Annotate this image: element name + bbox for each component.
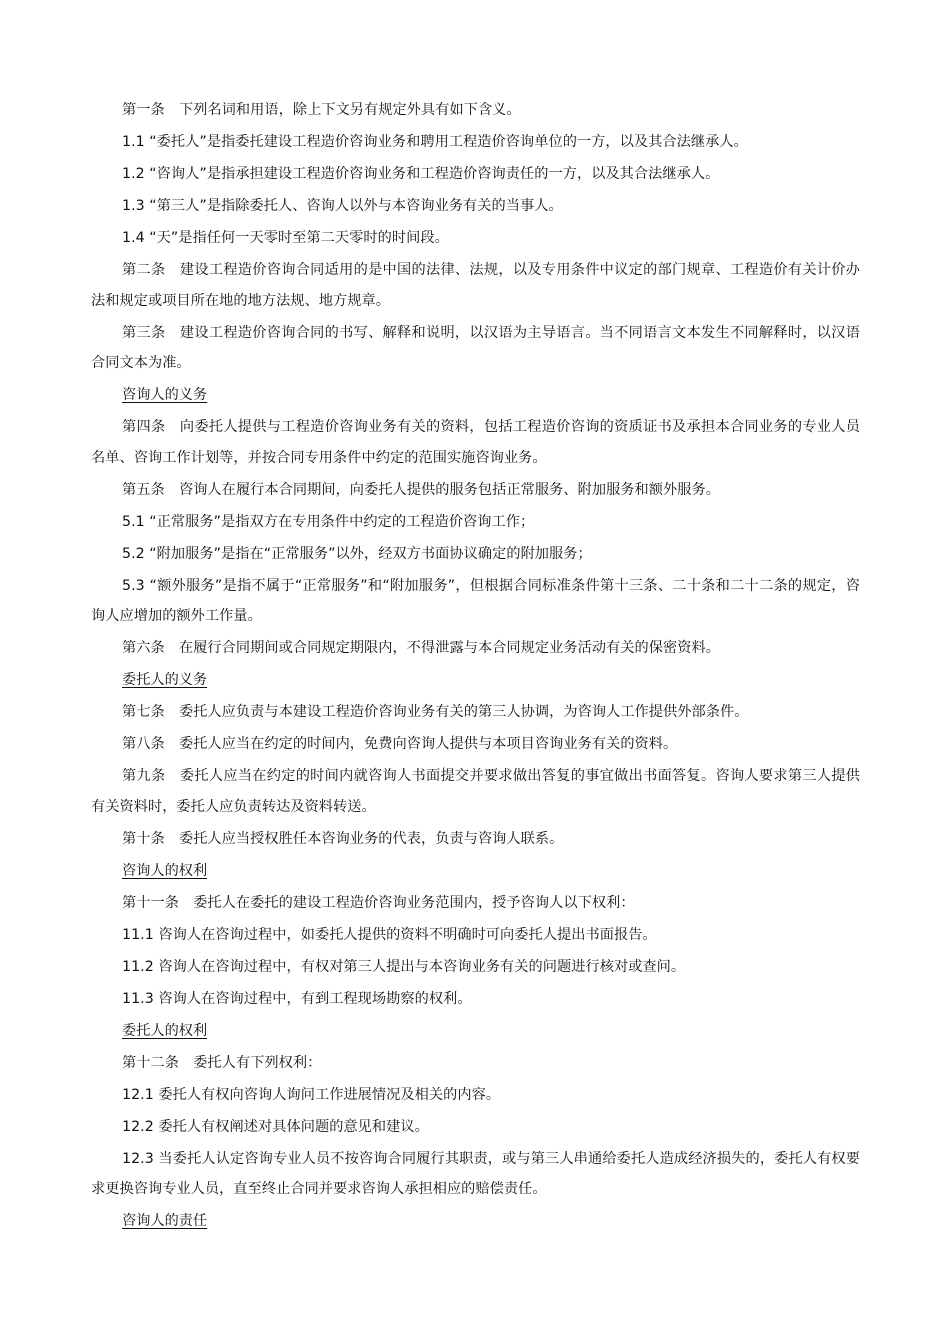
clause-paragraph: 12.3 当委托人认定咨询专业人员不按咨询合同履行其职责，或与第三人串通给委托人造成经济损失的，委托人有权要求更换咨询专业人员，直至终止合同并要求咨询人承担相应的赔偿责任。 bbox=[91, 1150, 860, 1197]
section-heading-text: 咨询人的义务 bbox=[122, 387, 208, 403]
clause-paragraph: 第三条 建设工程造价咨询合同的书写、解释和说明，以汉语为主导语言。当不同语言文本发生不同解释时，以汉语合同文本为准。 bbox=[91, 324, 860, 371]
clause-paragraph: 11.2 咨询人在咨询过程中，有权对第三人提出与本咨询业务有关的问题进行核对或查问。 bbox=[122, 958, 686, 975]
clause-paragraph: 5.1 “正常服务”是指双方在专用条件中约定的工程造价咨询工作； bbox=[122, 513, 535, 530]
clause-paragraph: 12.2 委托人有权阐述对具体问题的意见和建议。 bbox=[122, 1118, 429, 1135]
section-heading-text: 咨询人的责任 bbox=[122, 1213, 208, 1229]
clause-paragraph: 5.2 “附加服务”是指在“正常服务”以外，经双方书面协议确定的附加服务； bbox=[122, 545, 592, 562]
section-heading bbox=[91, 665, 860, 696]
clause-paragraph: 第一条 下列名词和用语，除上下文另有规定外具有如下含义。 bbox=[122, 102, 521, 118]
clause-paragraph: 12.1 委托人有权向咨询人询问工作进展情况及相关的内容。 bbox=[122, 1086, 501, 1103]
clause-paragraph: 第四条 向委托人提供与工程造价咨询业务有关的资料，包括工程造价咨询的资质证书及承担本合同业务的专业人员名单、咨询工作计划等，并按合同专用条件中约定的范围实施咨询业务。 bbox=[91, 419, 860, 466]
section-heading bbox=[91, 856, 860, 887]
clause-paragraph: 第十二条 委托人有下列权利： bbox=[122, 1054, 322, 1071]
section-heading-text: 委托人的义务 bbox=[122, 672, 208, 688]
clause-paragraph: 第十一条 委托人在委托的建设工程造价咨询业务范围内，授予咨询人以下权利： bbox=[122, 894, 635, 911]
section-heading bbox=[91, 380, 860, 411]
clause-paragraph: 1.4 “天”是指任何一天零时至第二天零时的时间段。 bbox=[122, 230, 449, 246]
clause-paragraph: 1.1 “委托人”是指委托建设工程造价咨询业务和聘用工程造价咨询单位的一方，以及其合法继承人。 bbox=[122, 134, 748, 150]
clause-paragraph: 第五条 咨询人在履行本合同期间，向委托人提供的服务包括正常服务、附加服务和额外服务。 bbox=[122, 481, 720, 498]
clause-paragraph: 1.2 “咨询人”是指承担建设工程造价咨询业务和工程造价咨询责任的一方，以及其合法继承人。 bbox=[122, 166, 720, 182]
section-heading-text: 咨询人的权利 bbox=[122, 862, 208, 879]
clause-paragraph: 11.1 咨询人在咨询过程中，如委托人提供的资料不明确时可向委托人提出书面报告。 bbox=[122, 926, 657, 943]
document-body bbox=[91, 95, 860, 1237]
clause-paragraph: 11.3 咨询人在咨询过程中，有到工程现场勘察的权利。 bbox=[122, 990, 472, 1007]
clause-paragraph: 第七条 委托人应负责与本建设工程造价咨询业务有关的第三人协调，为咨询人工作提供外部条件。 bbox=[122, 704, 749, 720]
section-heading bbox=[91, 1206, 860, 1237]
clause-paragraph: 1.3 “第三人”是指除委托人、咨询人以外与本咨询业务有关的当事人。 bbox=[122, 198, 563, 214]
section-heading-text: 委托人的权利 bbox=[122, 1022, 208, 1039]
clause-paragraph: 第十条 委托人应当授权胜任本咨询业务的代表，负责与咨询人联系。 bbox=[122, 830, 564, 847]
clause-paragraph: 第六条 在履行合同期间或合同规定期限内，不得泄露与本合同规定业务活动有关的保密资料。 bbox=[122, 640, 720, 656]
section-heading bbox=[91, 1016, 860, 1047]
clause-paragraph: 第二条 建设工程造价咨询合同适用的是中国的法律、法规，以及专用条件中议定的部门规章、工程造价有关计价办法和规定或项目所在地的地方法规、地方规章。 bbox=[91, 262, 860, 309]
clause-paragraph: 5.3 “额外服务”是指不属于“正常服务”和“附加服务”，但根据合同标准条件第十三条、二十条和二十二条的规定，咨询人应增加的额外工作量。 bbox=[91, 577, 860, 624]
clause-paragraph: 第九条 委托人应当在约定的时间内就咨询人书面提交并要求做出答复的事宜做出书面答复。咨询人要求第三人提供有关资料时，委托人应负责转达及资料转送。 bbox=[91, 768, 860, 815]
clause-paragraph: 第八条 委托人应当在约定的时间内，免费向咨询人提供与本项目咨询业务有关的资料。 bbox=[122, 736, 678, 752]
